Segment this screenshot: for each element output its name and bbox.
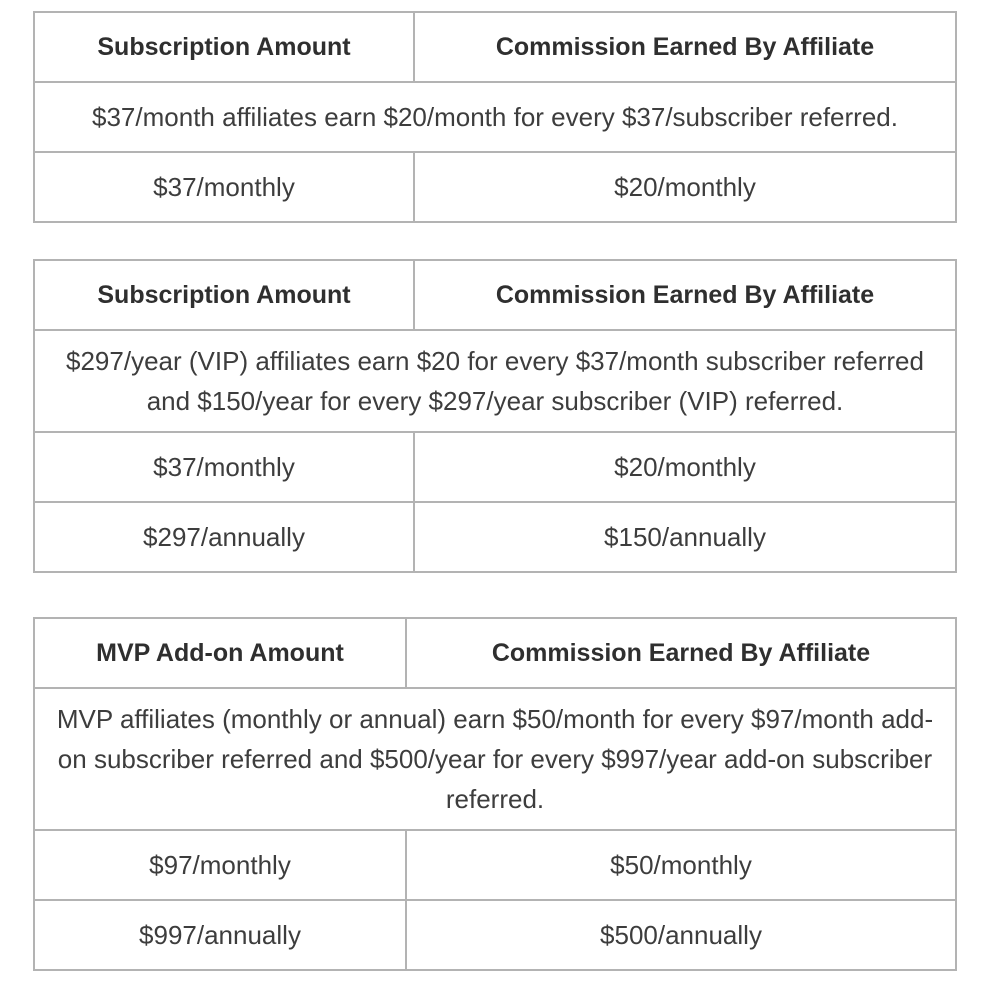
table-description: MVP affiliates (monthly or annual) earn $50/month for every $97/month add-on subscriber referred and $500/year for every $997/year add-on subscriber referred.: [34, 688, 956, 830]
commission-header: Commission Earned By Affiliate: [414, 12, 956, 82]
standard-commission-table: [33, 11, 957, 223]
vip-commission-table: [33, 259, 957, 573]
table-description: $37/month affiliates earn $20/month for every $37/subscriber referred.: [34, 82, 956, 152]
mvp-amount-header: MVP Add-on Amount: [34, 618, 406, 688]
table-header-row: [34, 260, 956, 330]
commission-header: Commission Earned By Affiliate: [414, 260, 956, 330]
amount-cell: $37/monthly: [34, 432, 414, 502]
subscription-amount-header: Subscription Amount: [34, 12, 414, 82]
commission-header: Commission Earned By Affiliate: [406, 618, 956, 688]
commission-cell: $20/monthly: [414, 432, 956, 502]
table-description-row: [34, 82, 956, 152]
table-description: $297/year (VIP) affiliates earn $20 for every $37/month subscriber referred and $150/year for every $297/year subscriber (VIP) referred.: [34, 330, 956, 432]
table-row: [34, 900, 956, 970]
subscription-amount-header: Subscription Amount: [34, 260, 414, 330]
commission-cell: $20/monthly: [414, 152, 956, 222]
commission-cell: $50/monthly: [406, 830, 956, 900]
commission-cell: $500/annually: [406, 900, 956, 970]
table-row: [34, 830, 956, 900]
table-row: [34, 152, 956, 222]
amount-cell: $97/monthly: [34, 830, 406, 900]
table-description-row: [34, 330, 956, 432]
table-row: [34, 432, 956, 502]
table-header-row: [34, 618, 956, 688]
mvp-commission-table: [33, 617, 957, 971]
table-description-row: [34, 688, 956, 830]
commission-cell: $150/annually: [414, 502, 956, 572]
table-header-row: [34, 12, 956, 82]
table-row: [34, 502, 956, 572]
amount-cell: $297/annually: [34, 502, 414, 572]
amount-cell: $37/monthly: [34, 152, 414, 222]
amount-cell: $997/annually: [34, 900, 406, 970]
